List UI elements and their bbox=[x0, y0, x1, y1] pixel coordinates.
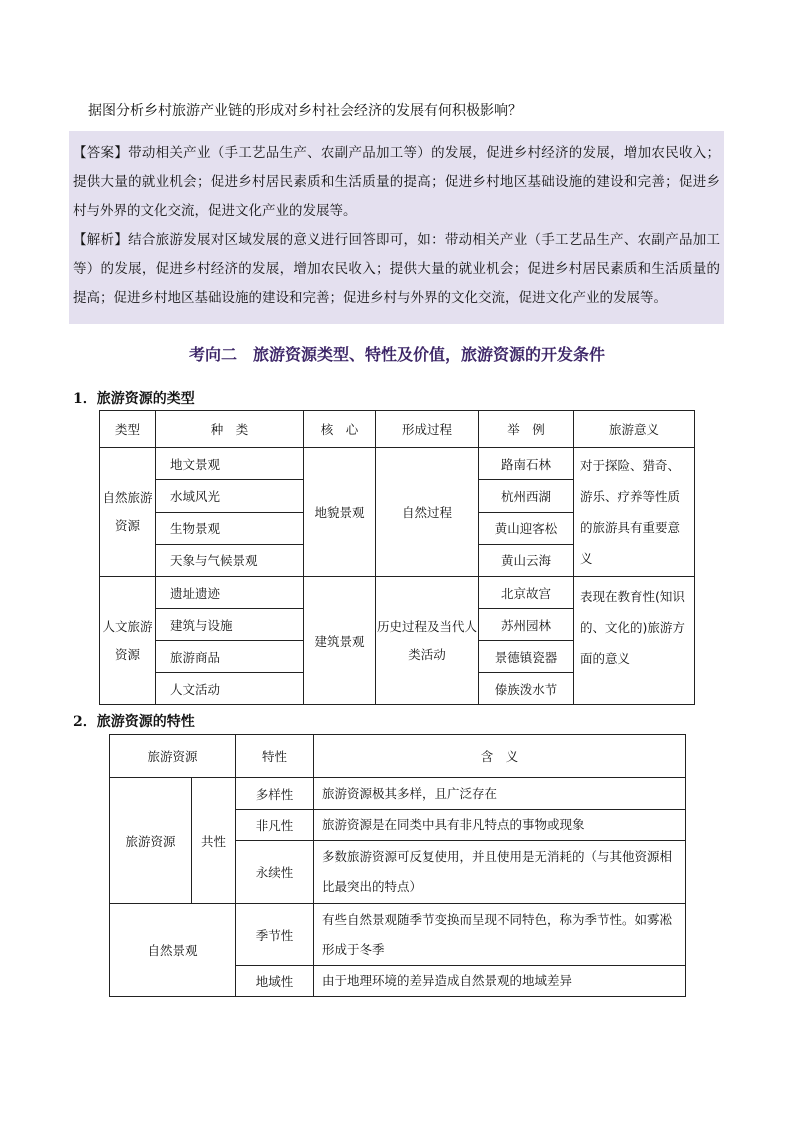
trait-meaning-cell: 有些自然景观随季节变换而呈现不同特色，称为季节性。如雾凇形成于冬季 bbox=[314, 904, 686, 966]
heading-resource-types: 1．旅游资源的类型 bbox=[73, 391, 195, 407]
cultural-meaning-cell: 表现在教育性(知识的、文化的)旅游方面的意义 bbox=[574, 577, 695, 705]
trait-cell: 季节性 bbox=[236, 904, 314, 966]
trait-meaning-cell: 多数旅游资源可反复使用，并且使用是无消耗的（与其他资源相比最突出的特点） bbox=[314, 841, 686, 904]
table-row bbox=[110, 904, 686, 966]
kind-cell: 旅游商品 bbox=[156, 641, 304, 673]
group2-label-cell: 自然景观 bbox=[110, 904, 236, 997]
table-header-row bbox=[100, 411, 695, 448]
cultural-process-cell: 历史过程及当代人类活动 bbox=[376, 577, 479, 705]
group1-label-cell: 旅游资源 bbox=[110, 778, 192, 904]
kind-cell: 天象与气候景观 bbox=[156, 544, 304, 576]
header-kind: 种 类 bbox=[156, 411, 304, 448]
table-row bbox=[110, 778, 686, 810]
header-meaning: 含 义 bbox=[314, 735, 686, 778]
analysis-paragraph bbox=[73, 226, 720, 313]
table-row bbox=[100, 448, 695, 480]
trait-cell: 永续性 bbox=[236, 841, 314, 904]
kind-cell: 人文活动 bbox=[156, 673, 304, 705]
kind-cell: 水域风光 bbox=[156, 480, 304, 512]
header-meaning: 旅游意义 bbox=[574, 411, 695, 448]
group1-sub-cell: 共性 bbox=[192, 778, 236, 904]
answer-paragraph bbox=[73, 139, 720, 226]
example-cell: 苏州园林 bbox=[479, 609, 574, 641]
natural-core-cell: 地貌景观 bbox=[304, 448, 376, 577]
header-resource: 旅游资源 bbox=[110, 735, 236, 778]
table-row bbox=[100, 577, 695, 609]
answer-label: 【答案】 bbox=[73, 145, 129, 161]
trait-meaning-cell: 旅游资源极其多样，且广泛存在 bbox=[314, 778, 686, 810]
trait-meaning-cell: 由于地理环境的差异造成自然景观的地域差异 bbox=[314, 966, 686, 997]
header-type: 类型 bbox=[100, 411, 156, 448]
table-header-row bbox=[110, 735, 686, 778]
analysis-text: 结合旅游发展对区域发展的意义进行回答即可，如：带动相关产业（手工艺品生产、农副产品加工等）的发展，促进乡村经济的发展，增加农民收入；提供大量的就业机会；促进乡村居民素质和生活质量的提高；促进乡村地区基础设施的建设和完善；促进乡村与外界的文化交流，促进文化产业的发展等。 bbox=[73, 232, 721, 306]
header-trait: 特性 bbox=[236, 735, 314, 778]
example-cell: 北京故宫 bbox=[479, 577, 574, 609]
example-cell: 景德镇瓷器 bbox=[479, 641, 574, 673]
trait-meaning-cell: 旅游资源是在同类中具有非凡特点的事物或现象 bbox=[314, 810, 686, 841]
trait-cell: 多样性 bbox=[236, 778, 314, 810]
kind-cell: 地文景观 bbox=[156, 448, 304, 480]
resource-traits-table bbox=[109, 734, 686, 997]
cultural-core-cell: 建筑景观 bbox=[304, 577, 376, 705]
cultural-type-cell: 人文旅游资源 bbox=[100, 577, 156, 705]
trait-cell: 非凡性 bbox=[236, 810, 314, 841]
natural-meaning-cell: 对于探险、猎奇、游乐、疗养等性质的旅游具有重要意义 bbox=[574, 448, 695, 577]
example-cell: 黄山云海 bbox=[479, 544, 574, 576]
resource-types-table bbox=[99, 410, 695, 705]
example-cell: 杭州西湖 bbox=[479, 480, 574, 512]
trait-cell: 地域性 bbox=[236, 966, 314, 997]
natural-type-cell: 自然旅游资源 bbox=[100, 448, 156, 577]
kind-cell: 遗址遗迹 bbox=[156, 577, 304, 609]
heading-resource-traits: 2．旅游资源的特性 bbox=[73, 714, 195, 730]
example-cell: 路南石林 bbox=[479, 448, 574, 480]
question-text: 据图分析乡村旅游产业链的形成对乡村社会经济的发展有何积极影响？ bbox=[88, 103, 522, 119]
header-process: 形成过程 bbox=[376, 411, 479, 448]
answer-analysis-box bbox=[69, 131, 724, 324]
natural-process-cell: 自然过程 bbox=[376, 448, 479, 577]
example-cell: 黄山迎客松 bbox=[479, 512, 574, 544]
header-example: 举 例 bbox=[479, 411, 574, 448]
analysis-label: 【解析】 bbox=[73, 232, 129, 248]
kind-cell: 生物景观 bbox=[156, 512, 304, 544]
section-title: 考向二 旅游资源类型、特性及价值，旅游资源的开发条件 bbox=[188, 345, 605, 364]
header-core: 核 心 bbox=[304, 411, 376, 448]
example-cell: 傣族泼水节 bbox=[479, 673, 574, 705]
answer-text: 带动相关产业（手工艺品生产、农副产品加工等）的发展，促进乡村经济的发展，增加农民收入；提供大量的就业机会；促进乡村居民素质和生活质量的提高；促进乡村地区基础设施的建设和完善；促进乡村与外界的文化交流，促进文化产业的发展等。 bbox=[73, 145, 721, 219]
kind-cell: 建筑与设施 bbox=[156, 609, 304, 641]
